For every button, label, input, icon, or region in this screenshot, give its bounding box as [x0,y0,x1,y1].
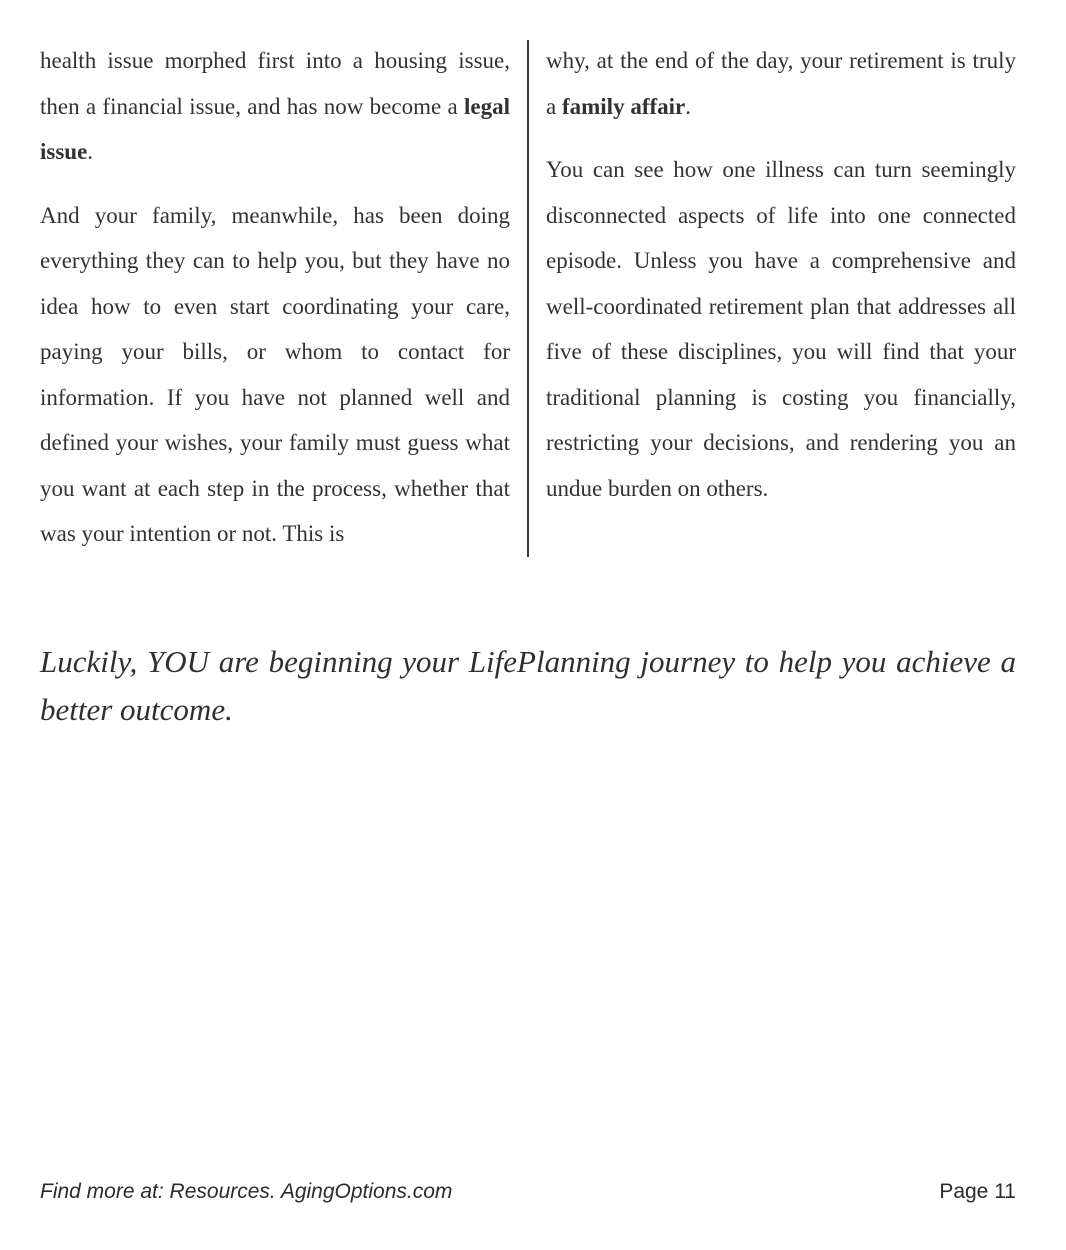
column-right [546,38,1016,557]
column-left [40,38,510,557]
body-text [40,38,1016,557]
paragraph-right-2: You can see how one illness can turn seemingly disconnected aspects of life into one connected episode. Unless you have a comprehensive and well-coordinated retirement plan that addresses all five of these disciplines, you will find that your traditional planning is costing you financially, restricting your decisions, and rendering you an undue burden on others. [546,157,1016,501]
bold-emphasis-legal-issue: legal issue [40,93,510,164]
bold-emphasis-family-affair: family affair [561,93,686,119]
paragraph-text: health issue morphed first into a housing issue, then a financial issue, and has now become a [40,48,510,119]
page-number: Page 11 [939,1180,1016,1203]
footer [40,1180,1016,1204]
column-divider [527,40,529,557]
paragraph-left-2: And your family, meanwhile, has been doing everything they can to help you, but they have no idea how to even start coordinating your care, paying your bills, or whom to contact for information. If you have not planned well and defined your wishes, your family must guess what you want at each step in the process, whether that was your intention or not. This is [40,202,510,546]
pull-quote: Luckily, YOU are beginning your LifePlanning journey to help you achieve a better outcome. [40,644,1016,727]
paragraph-text: . [685,93,691,119]
paragraph-text: why, at the end of the day, your retirement is truly a [546,48,1016,119]
paragraph-right-1 [546,38,1016,129]
footer-note: Find more at: Resources. AgingOptions.com [40,1180,453,1203]
paragraph-left-1 [40,38,510,175]
paragraph-text: . [87,139,94,164]
